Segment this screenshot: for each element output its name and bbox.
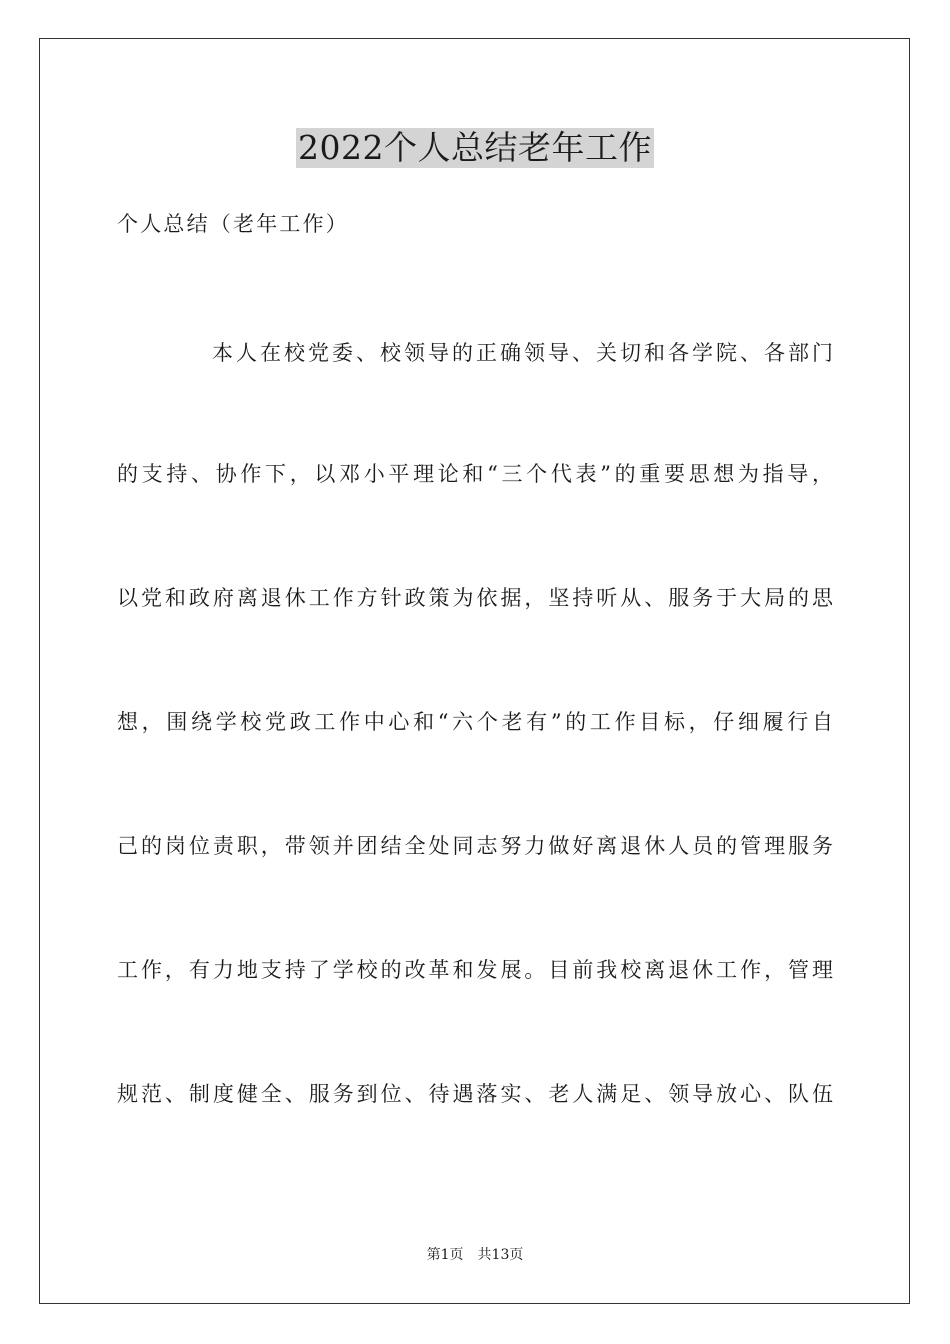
paragraph-line: 的支持、协作下，以邓小平理论和“三个代表”的重要思想为指导， <box>117 462 833 486</box>
document-title: 2022个人总结老年工作 <box>298 128 652 167</box>
paragraph-line: 想，围绕学校党政工作中心和“六个老有”的工作目标，仔细履行自 <box>117 710 833 734</box>
paragraph-line: 规范、制度健全、服务到位、待遇落实、老人满足、领导放心、队伍 <box>117 1082 833 1106</box>
paragraph-line: 以党和政府离退休工作方针政策为依据，坚持听从、服务于大局的思 <box>117 586 833 610</box>
document-subtitle: 个人总结（老年工作） <box>117 212 349 236</box>
title-container <box>0 128 950 168</box>
paragraph-line: 本人在校党委、校领导的正确领导、关切和各学院、各部门 <box>212 341 833 365</box>
paragraph-line: 己的岗位责职，带领并团结全处同志努力做好离退休人员的管理服务 <box>117 834 833 858</box>
paragraph-line: 工作，有力地支持了学校的改革和发展。目前我校离退休工作，管理 <box>117 958 833 982</box>
page-footer: 第1页 共13页 <box>426 1247 524 1263</box>
